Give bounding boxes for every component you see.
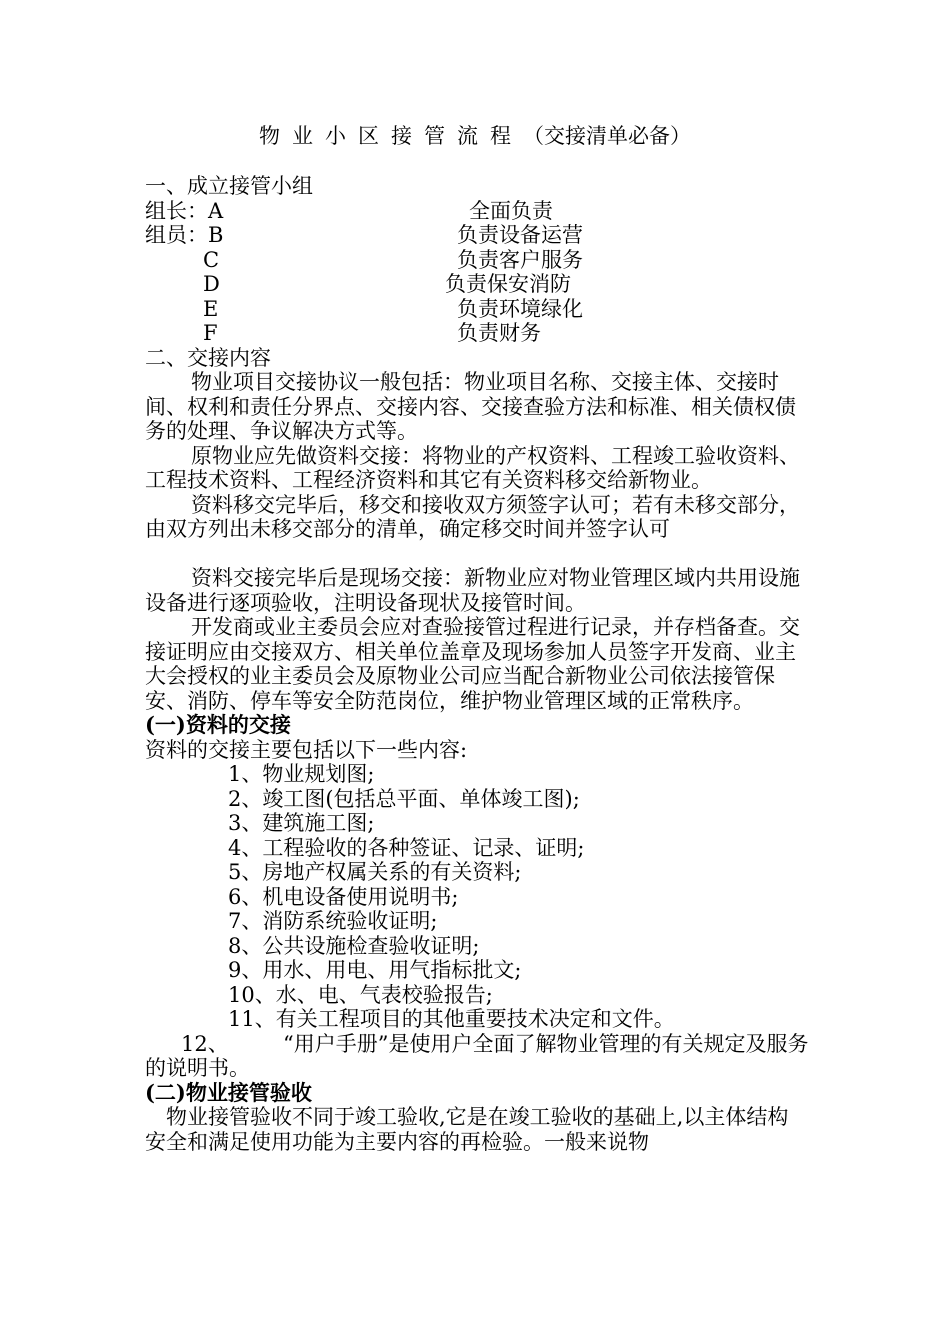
role-member: 组长：A [145,198,224,223]
role-duty: 全面负责 [469,198,553,223]
document-title [0,122,950,150]
list-item: 10、水、电、气表校验报告; [228,982,493,1007]
blank-line [145,542,809,567]
role-duty: 负责保安消防 [445,272,571,296]
role-duty: 负责设备运营 [457,223,583,247]
role-member: C [203,247,220,272]
role-row [145,223,809,248]
list-item: 5、房地产权属关系的有关资料; [228,860,522,884]
list-item: 6、机电设备使用说明书; [228,884,459,909]
list-item: 4、工程验收的各种签证、记录、证明; [228,835,585,860]
section1-heading: 一、成立接管小组 [145,174,313,198]
subsection-intro: 资料的交接主要包括以下一些内容: [145,737,468,762]
role-row [145,272,809,297]
subsection-heading: (一)资料的交接 [145,712,291,737]
role-member: F [203,321,218,345]
paragraph: 物业项目交接协议一般包括：物业项目名称、交接主体、交接时间、权利和责任分界点、交接内容、交接查验方法和标准、相关债权债务的处理、争议解决方式等。 [145,370,796,443]
role-duty: 负责客户服务 [457,247,583,272]
list-item: 9、用水、用电、用气指标批文; [228,958,522,982]
role-row [145,297,809,322]
title-main: 物业小区接管流程 [259,124,523,148]
title-note: （交接清单必备） [523,124,691,148]
role-member: E [203,296,219,321]
paragraph: 原物业应先做资料交接：将物业的产权资料、工程竣工验收资料、工程技术资料、工程经济资料和其它有关资料移交给新物业。 [145,443,800,492]
role-duty: 负责财务 [457,321,541,345]
list-item: 8、公共设施检查验收证明; [228,933,480,958]
list-item: 2、竣工图(包括总平面、单体竣工图); [228,786,580,811]
role-row [145,248,809,273]
paragraph: 资料移交完毕后，移交和接收双方须签字认可；若有未移交部分，由双方列出未移交部分的清单，确定移交时间并签字认可 [145,492,800,541]
role-row [145,199,809,224]
role-member: 组员：B [145,223,224,247]
paragraph: 物业接管验收不同于竣工验收,它是在竣工验收的基础上,以主体结构安全和满足使用功能为主要内容的再检验。一般来说物 [145,1105,789,1154]
paragraph: 资料交接完毕后是现场交接：新物业应对物业管理区域内共用设施设备进行逐项验收，注明设备现状及接管时间。 [145,566,800,615]
list-item: 11、有关工程项目的其他重要技术决定和文件。 [228,1007,675,1031]
role-row [145,321,809,346]
subsection-heading: (二)物业接管验收 [145,1079,312,1105]
list-item-text: “用户手册”是使用户全面了解物业管理的有关规定及服务的说明书。 [145,1031,809,1080]
list-item: 7、消防系统验收证明; [228,909,438,933]
list-item: 3、建筑施工图; [228,811,375,835]
list-item: 1、物业规划图; [228,762,375,786]
paragraph: 开发商或业主委员会应对查验接管过程进行记录，并存档备查。交接证明应由交接双方、相关单位盖章及现场参加人员签字开发商、业主大会授权的业主委员会及原物业公司应当配合新物业公司依法接管保安、消防、停车等安全防范岗位，维护物业管理区域的正常秩序。 [145,615,800,713]
list-item [145,1032,809,1081]
list-item-number: 12、 [181,1031,229,1056]
document-body [145,174,809,1154]
section2-heading: 二、交接内容 [145,345,271,370]
role-member: D [203,272,220,296]
role-duty: 负责环境绿化 [457,296,583,321]
